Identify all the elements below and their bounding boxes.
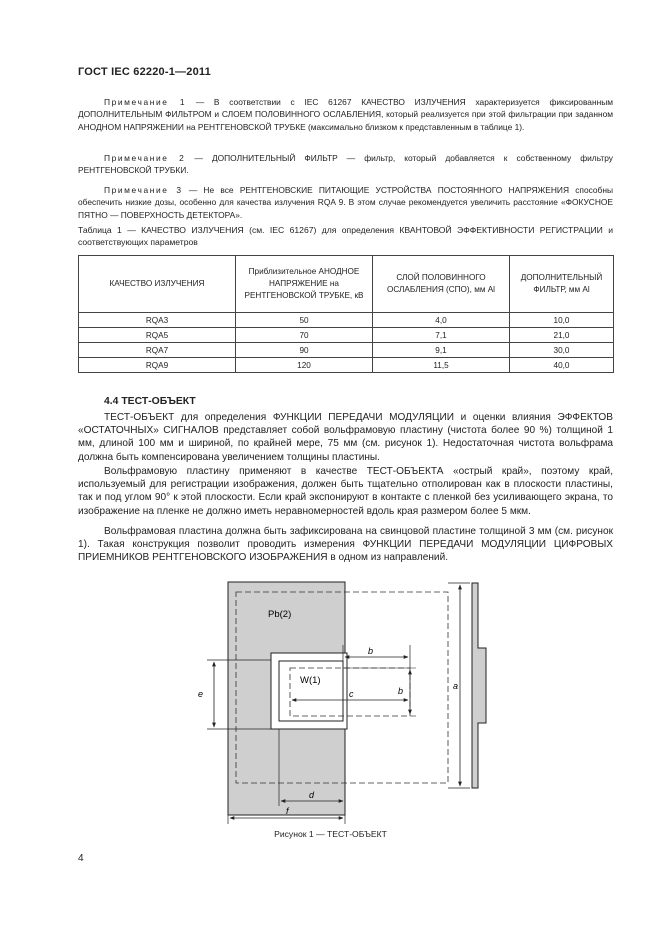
lead-plate-label: Pb(2) [268,609,292,620]
table-cell: 30,0 [510,343,614,358]
section-title: 4.4 ТЕСТ-ОБЪЕКТ [104,396,196,407]
table-header-row [79,256,614,313]
table-header-cell: ДОПОЛНИТЕЛЬНЫЙ ФИЛЬТР, мм Al [510,256,614,313]
table-cell: 4,0 [373,313,510,328]
table-cell: 9,1 [373,343,510,358]
side-profile [472,583,486,788]
paragraph: Вольфрамовую пластину применяют в качестве ТЕСТ-ОБЪЕКТА «острый край», поэтому край, используемый для регистрации изображения, должен быть тщательно отполирован как в плоскости пластины, так и под углом 90° к этой плоскости. Если край экспонируют в контакте с пленкой без усиливающего экрана, то изображение на пленке не должно иметь неравномерностей вдоль края размером более 5 мкм. [78,466,613,517]
table-header-cell: Приблизительное АНОДНОЕ НАПРЯЖЕНИЕ на РЕНТГЕНОВСКОЙ ТРУБКЕ, кВ [236,256,373,313]
table-cell: 70 [236,328,373,343]
table-cell: RQA9 [79,358,236,373]
table-caption: Таблица 1 — КАЧЕСТВО ИЗЛУЧЕНИЯ (см. IEC 61267) для определения КВАНТОВОЙ ЭФФЕКТИВНОСТИ РЕГИСТРАЦИИ и соответствующих параметров [78,225,613,248]
paragraph: Вольфрамовая пластина должна быть зафиксирована на свинцовой пластине толщиной 3 мм (см. рисунок 1). Такая конструкция позволит проводить измерения ФУНКЦИИ ПЕРЕДАЧИ МОДУЛЯЦИИ ЦИФРОВЫХ ПРИЕМНИКОВ РЕНТГЕНОВСКОГО ИЗОБРАЖЕНИЯ в одном из направлений. [78,526,613,564]
table-cell: RQA5 [79,328,236,343]
note-text: — Не все РЕНТГЕНОВСКИЕ ПИТАЮЩИЕ УСТРОЙСТВА ПОСТОЯННОГО НАПРЯЖЕНИЯ способны обеспечить низкие дозы, особенно для качества излучения RQA 9. В этом случае рекомендуется увеличить расстояние «ФОКУСНОЕ ПЯТНО — ПОВЕРХНОСТЬ ДЕТЕКТОРА». [78,185,613,220]
dim-label-a: a [453,681,459,691]
tungsten-plate [279,661,343,721]
note-1 [78,96,613,133]
table-cell: 90 [236,343,373,358]
page-number: 4 [78,853,84,864]
table-cell: 21,0 [510,328,614,343]
note-2 [78,152,613,177]
table-cell: RQA7 [79,343,236,358]
table-cell: 40,0 [510,358,614,373]
table-cell: 7,1 [373,328,510,343]
dim-label-b-vertical: b [398,686,404,696]
dim-label-f: f [286,806,289,816]
tungsten-plate-label: W(1) [300,675,321,686]
table-cell: 120 [236,358,373,373]
table-row [79,313,614,328]
note-prefix: Примечание 3 [104,185,183,195]
table-cell: 50 [236,313,373,328]
test-object-figure [0,575,661,825]
note-prefix: Примечание 2 [104,153,186,163]
note-text: — В соответствии с IEC 61267 КАЧЕСТВО ИЗЛУЧЕНИЯ характеризуется фиксированным ДОПОЛНИТЕЛЬНЫМ ФИЛЬТРОМ и СЛОЕМ ПОЛОВИННОГО ОСЛАБЛЕНИЯ, который реализуется при этой фильтрации при заданном АНОДНОМ НАПРЯЖЕНИИ на РЕНТГЕНОВСКОЙ ТРУБКЕ (максимально близком к представленным в таблице 1). [78,97,613,132]
note-prefix: Примечание 1 [104,97,187,107]
figure-caption: Рисунок 1 — ТЕСТ-ОБЪЕКТ [274,829,387,839]
dim-label-d: d [309,790,315,800]
table-row [79,358,614,373]
paragraph: ТЕСТ-ОБЪЕКТ для определения ФУНКЦИИ ПЕРЕДАЧИ МОДУЛЯЦИИ и оценки влияния ЭФФЕКТОВ «ОСТАТОЧНЫХ» СИГНАЛОВ представляет собой вольфрамовую пластину (чистота более 90 %) толщиной 1 мм, длиной 100 мм и шириной, по крайней мере, 75 мм (см. рисунок 1). Недостаточная чистота вольфрама должна быть компенсирована увеличением толщины пластины. [78,412,613,463]
document-header: ГОСТ IEC 62220-1—2011 [78,66,211,78]
dim-label-b-horizontal: b [368,646,374,656]
table-cell: 11,5 [373,358,510,373]
radiation-quality-table [78,255,614,373]
table-cell: RQA3 [79,313,236,328]
dim-label-e: e [198,689,204,699]
dim-label-c: c [349,689,354,699]
table-row [79,343,614,358]
table-header-cell: КАЧЕСТВО ИЗЛУЧЕНИЯ [79,256,236,313]
note-3 [78,184,613,221]
table-cell: 10,0 [510,313,614,328]
table-row [79,328,614,343]
note-text: — ДОПОЛНИТЕЛЬНЫЙ ФИЛЬТР — фильтр, который добавляется к собственному фильтру РЕНТГЕНОВСКОЙ ТРУБКИ. [78,153,613,176]
table-header-cell: СЛОЙ ПОЛОВИННОГО ОСЛАБЛЕНИЯ (СПО), мм Al [373,256,510,313]
